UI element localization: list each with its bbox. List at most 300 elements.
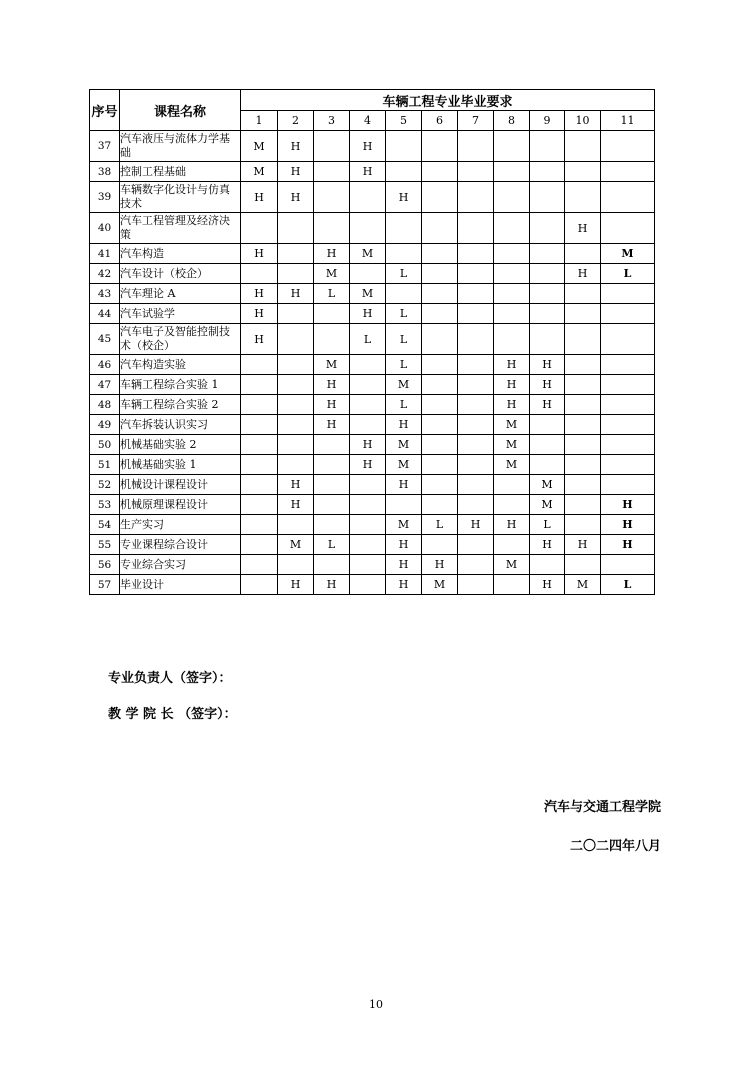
table-row	[90, 575, 655, 595]
requirement-mark-cell	[422, 435, 458, 455]
requirement-mark-cell: H	[386, 475, 422, 495]
requirement-mark-cell	[565, 162, 601, 182]
requirement-mark-cell: L	[314, 284, 350, 304]
requirement-mark-cell: H	[494, 355, 530, 375]
requirement-mark-cell: H	[278, 475, 314, 495]
requirement-mark-cell: H	[601, 535, 655, 555]
requirement-mark-cell	[386, 495, 422, 515]
requirement-mark-cell	[601, 213, 655, 244]
requirement-mark-cell	[422, 182, 458, 213]
requirement-mark-cell	[458, 535, 494, 555]
table-row	[90, 455, 655, 475]
requirement-mark-cell	[494, 304, 530, 324]
requirement-mark-cell: M	[386, 455, 422, 475]
course-name: 汽车液压与流体力学基础	[120, 131, 241, 162]
table-row	[90, 375, 655, 395]
requirement-mark-cell: L	[386, 324, 422, 355]
table-row	[90, 475, 655, 495]
requirement-mark-cell: H	[386, 555, 422, 575]
requirement-mark-cell	[241, 435, 278, 455]
requirement-mark-cell: M	[241, 162, 278, 182]
requirement-mark-cell	[494, 495, 530, 515]
requirement-mark-cell: M	[386, 435, 422, 455]
requirement-mark-cell	[458, 131, 494, 162]
row-index: 42	[90, 264, 120, 284]
requirement-mark-cell	[458, 355, 494, 375]
requirement-number-header: 3	[314, 111, 350, 131]
requirement-mark-cell: H	[386, 182, 422, 213]
requirement-mark-cell	[386, 162, 422, 182]
requirement-mark-cell	[458, 162, 494, 182]
requirement-mark-cell	[601, 304, 655, 324]
requirement-mark-cell: H	[565, 535, 601, 555]
requirement-mark-cell	[314, 162, 350, 182]
requirement-mark-cell: H	[386, 415, 422, 435]
requirement-mark-cell: M	[422, 575, 458, 595]
requirement-mark-cell	[422, 495, 458, 515]
requirement-mark-cell: M	[314, 264, 350, 284]
requirement-mark-cell	[494, 535, 530, 555]
row-index: 38	[90, 162, 120, 182]
course-name: 汽车电子及智能控制技术（校企）	[120, 324, 241, 355]
table-row	[90, 355, 655, 375]
course-name: 汽车理论 A	[120, 284, 241, 304]
requirement-mark-cell: H	[278, 575, 314, 595]
requirement-mark-cell	[241, 455, 278, 475]
requirement-mark-cell	[386, 244, 422, 264]
requirement-mark-cell	[422, 162, 458, 182]
requirement-mark-cell	[278, 395, 314, 415]
table-row	[90, 415, 655, 435]
row-index: 39	[90, 182, 120, 213]
requirement-mark-cell	[278, 455, 314, 475]
requirement-mark-cell	[386, 284, 422, 304]
row-index: 47	[90, 375, 120, 395]
requirement-mark-cell	[565, 395, 601, 415]
requirement-mark-cell	[422, 304, 458, 324]
requirement-mark-cell	[458, 182, 494, 213]
requirement-mark-cell: L	[386, 395, 422, 415]
requirement-mark-cell	[422, 455, 458, 475]
requirement-mark-cell: H	[422, 555, 458, 575]
requirement-mark-cell: H	[241, 182, 278, 213]
requirement-mark-cell	[278, 375, 314, 395]
requirement-mark-cell	[350, 375, 386, 395]
requirement-mark-cell	[386, 213, 422, 244]
requirement-mark-cell: H	[601, 495, 655, 515]
requirement-mark-cell	[278, 355, 314, 375]
requirement-mark-cell: M	[494, 415, 530, 435]
requirement-mark-cell	[350, 264, 386, 284]
requirement-mark-cell: H	[314, 395, 350, 415]
requirement-mark-cell: H	[278, 131, 314, 162]
requirement-mark-cell	[350, 515, 386, 535]
requirement-mark-cell: H	[241, 324, 278, 355]
requirement-mark-cell: L	[386, 355, 422, 375]
requirement-mark-cell	[314, 555, 350, 575]
index-column-header: 序号	[90, 90, 120, 131]
requirement-mark-cell: H	[278, 182, 314, 213]
requirement-number-header: 1	[241, 111, 278, 131]
requirement-mark-cell	[565, 375, 601, 395]
requirement-mark-cell	[601, 131, 655, 162]
requirement-mark-cell	[601, 162, 655, 182]
requirement-mark-cell	[601, 555, 655, 575]
course-name: 车辆工程综合实验 2	[120, 395, 241, 415]
graduation-requirements-table	[89, 89, 655, 595]
requirement-mark-cell: H	[601, 515, 655, 535]
requirement-mark-cell	[422, 284, 458, 304]
requirement-mark-cell: H	[530, 395, 565, 415]
requirement-mark-cell	[241, 555, 278, 575]
course-name: 机械原理课程设计	[120, 495, 241, 515]
requirement-mark-cell	[241, 575, 278, 595]
course-name: 毕业设计	[120, 575, 241, 595]
requirement-mark-cell	[241, 213, 278, 244]
requirement-mark-cell	[458, 495, 494, 515]
requirement-mark-cell: M	[350, 244, 386, 264]
requirement-mark-cell: M	[601, 244, 655, 264]
requirement-mark-cell	[241, 375, 278, 395]
requirement-mark-cell	[601, 375, 655, 395]
requirement-mark-cell: H	[458, 515, 494, 535]
table-row	[90, 284, 655, 304]
requirement-mark-cell	[278, 304, 314, 324]
requirement-mark-cell	[422, 131, 458, 162]
course-name: 专业课程综合设计	[120, 535, 241, 555]
requirement-mark-cell	[278, 244, 314, 264]
row-index: 40	[90, 213, 120, 244]
requirement-mark-cell	[601, 395, 655, 415]
requirement-mark-cell	[350, 495, 386, 515]
table-row	[90, 515, 655, 535]
requirement-number-header: 2	[278, 111, 314, 131]
college-name: 汽车与交通工程学院	[543, 800, 661, 815]
table-row	[90, 182, 655, 213]
course-name: 汽车工程管理及经济决策	[120, 213, 241, 244]
requirement-mark-cell	[494, 575, 530, 595]
requirement-mark-cell	[494, 475, 530, 495]
requirement-mark-cell	[565, 455, 601, 475]
requirement-mark-cell	[458, 455, 494, 475]
requirement-mark-cell	[350, 182, 386, 213]
requirement-mark-cell	[494, 284, 530, 304]
requirement-mark-cell	[350, 213, 386, 244]
requirement-mark-cell	[565, 515, 601, 535]
requirement-mark-cell	[530, 264, 565, 284]
requirement-mark-cell	[565, 324, 601, 355]
table-body	[90, 131, 655, 595]
requirement-mark-cell	[458, 575, 494, 595]
row-index: 57	[90, 575, 120, 595]
requirement-mark-cell	[565, 131, 601, 162]
requirement-mark-cell	[530, 415, 565, 435]
requirement-mark-cell	[241, 535, 278, 555]
table-row	[90, 535, 655, 555]
row-index: 45	[90, 324, 120, 355]
requirement-mark-cell	[530, 213, 565, 244]
requirement-mark-cell	[422, 213, 458, 244]
requirement-mark-cell: H	[241, 284, 278, 304]
requirement-mark-cell	[494, 213, 530, 244]
requirement-mark-cell	[565, 415, 601, 435]
requirement-mark-cell: M	[278, 535, 314, 555]
requirement-mark-cell	[458, 435, 494, 455]
requirement-mark-cell: M	[494, 455, 530, 475]
requirement-mark-cell	[458, 264, 494, 284]
requirement-mark-cell	[422, 355, 458, 375]
requirement-mark-cell: M	[386, 375, 422, 395]
requirement-mark-cell	[565, 435, 601, 455]
row-index: 49	[90, 415, 120, 435]
requirement-number-header: 7	[458, 111, 494, 131]
requirement-mark-cell	[565, 355, 601, 375]
requirement-mark-cell: H	[278, 495, 314, 515]
course-name: 机械基础实验 2	[120, 435, 241, 455]
row-index: 43	[90, 284, 120, 304]
requirement-mark-cell	[601, 415, 655, 435]
requirement-mark-cell	[314, 515, 350, 535]
requirement-mark-cell	[241, 475, 278, 495]
row-index: 56	[90, 555, 120, 575]
requirement-mark-cell	[350, 575, 386, 595]
row-index: 41	[90, 244, 120, 264]
requirement-mark-cell: H	[278, 284, 314, 304]
major-head-signature-label: 专业负责人（签字）：	[108, 671, 232, 686]
requirement-mark-cell	[494, 324, 530, 355]
requirement-mark-cell	[494, 131, 530, 162]
requirement-mark-cell: H	[314, 244, 350, 264]
requirement-mark-cell: H	[314, 575, 350, 595]
requirement-mark-cell: L	[601, 575, 655, 595]
requirement-mark-cell: H	[530, 355, 565, 375]
course-name: 生产实习	[120, 515, 241, 535]
course-name: 控制工程基础	[120, 162, 241, 182]
requirement-number-header: 9	[530, 111, 565, 131]
requirement-mark-cell	[565, 495, 601, 515]
requirement-mark-cell	[422, 324, 458, 355]
requirement-mark-cell	[314, 304, 350, 324]
requirement-mark-cell	[422, 535, 458, 555]
course-name: 汽车拆装认识实习	[120, 415, 241, 435]
table-row	[90, 264, 655, 284]
requirement-mark-cell: M	[530, 495, 565, 515]
requirement-mark-cell: H	[314, 375, 350, 395]
requirement-mark-cell: H	[350, 162, 386, 182]
requirement-mark-cell	[458, 555, 494, 575]
requirement-mark-cell: H	[278, 162, 314, 182]
requirement-mark-cell	[350, 415, 386, 435]
requirement-mark-cell	[278, 324, 314, 355]
requirement-mark-cell: H	[530, 535, 565, 555]
requirement-mark-cell: H	[530, 575, 565, 595]
requirement-mark-cell	[458, 475, 494, 495]
requirement-mark-cell	[241, 515, 278, 535]
row-index: 54	[90, 515, 120, 535]
requirement-mark-cell	[458, 395, 494, 415]
requirement-mark-cell	[530, 304, 565, 324]
requirement-mark-cell: M	[314, 355, 350, 375]
requirement-mark-cell	[241, 395, 278, 415]
requirement-mark-cell	[241, 264, 278, 284]
requirement-mark-cell	[314, 131, 350, 162]
requirement-mark-cell	[565, 284, 601, 304]
requirement-mark-cell	[565, 182, 601, 213]
requirement-mark-cell	[422, 475, 458, 495]
row-index: 48	[90, 395, 120, 415]
table-row	[90, 555, 655, 575]
requirement-mark-cell: H	[350, 455, 386, 475]
requirement-mark-cell	[386, 131, 422, 162]
requirement-mark-cell	[422, 264, 458, 284]
row-index: 53	[90, 495, 120, 515]
requirement-mark-cell	[601, 455, 655, 475]
course-name: 机械设计课程设计	[120, 475, 241, 495]
requirement-mark-cell	[314, 435, 350, 455]
requirement-mark-cell: H	[494, 515, 530, 535]
requirement-mark-cell	[565, 304, 601, 324]
requirement-mark-cell: M	[241, 131, 278, 162]
requirement-mark-cell: L	[530, 515, 565, 535]
requirement-mark-cell	[350, 395, 386, 415]
row-index: 46	[90, 355, 120, 375]
requirement-mark-cell	[350, 535, 386, 555]
requirement-mark-cell: H	[565, 264, 601, 284]
course-name: 汽车设计（校企）	[120, 264, 241, 284]
requirement-mark-cell	[422, 375, 458, 395]
table-row	[90, 162, 655, 182]
course-name: 车辆工程综合实验 1	[120, 375, 241, 395]
requirement-mark-cell: H	[241, 304, 278, 324]
requirement-mark-cell	[565, 555, 601, 575]
requirement-mark-cell	[278, 264, 314, 284]
page-number: 10	[369, 998, 383, 1011]
requirement-mark-cell	[530, 182, 565, 213]
requirement-number-header: 10	[565, 111, 601, 131]
row-index: 52	[90, 475, 120, 495]
course-name: 专业综合实习	[120, 555, 241, 575]
requirement-mark-cell: M	[565, 575, 601, 595]
requirement-mark-cell	[278, 213, 314, 244]
requirement-mark-cell	[565, 475, 601, 495]
requirement-mark-cell	[314, 324, 350, 355]
requirement-mark-cell	[241, 495, 278, 515]
requirement-mark-cell: M	[386, 515, 422, 535]
row-index: 55	[90, 535, 120, 555]
requirement-mark-cell	[422, 395, 458, 415]
course-name: 车辆数字化设计与仿真技术	[120, 182, 241, 213]
requirement-mark-cell	[314, 495, 350, 515]
requirement-mark-cell: M	[494, 435, 530, 455]
requirement-mark-cell	[530, 244, 565, 264]
requirement-mark-cell	[494, 244, 530, 264]
requirement-mark-cell	[530, 324, 565, 355]
requirement-mark-cell	[314, 182, 350, 213]
requirement-mark-cell: L	[350, 324, 386, 355]
requirement-mark-cell: L	[314, 535, 350, 555]
table-row	[90, 244, 655, 264]
requirement-mark-cell: H	[386, 535, 422, 555]
requirement-mark-cell	[278, 415, 314, 435]
requirement-mark-cell	[314, 213, 350, 244]
requirement-number-header: 6	[422, 111, 458, 131]
row-index: 37	[90, 131, 120, 162]
requirement-mark-cell: L	[422, 515, 458, 535]
requirement-number-header: 4	[350, 111, 386, 131]
requirement-mark-cell	[530, 455, 565, 475]
requirement-mark-cell	[278, 555, 314, 575]
requirement-mark-cell	[601, 182, 655, 213]
requirement-mark-cell	[494, 182, 530, 213]
requirement-mark-cell	[530, 162, 565, 182]
requirement-mark-cell	[565, 244, 601, 264]
row-index: 44	[90, 304, 120, 324]
requirement-mark-cell	[458, 213, 494, 244]
course-column-header: 课程名称	[120, 90, 241, 131]
requirement-mark-cell: L	[386, 264, 422, 284]
requirement-mark-cell: M	[530, 475, 565, 495]
requirement-number-header: 5	[386, 111, 422, 131]
requirement-mark-cell: M	[494, 555, 530, 575]
requirement-mark-cell	[458, 375, 494, 395]
requirement-mark-cell	[458, 284, 494, 304]
document-date: 二〇二四年八月	[569, 839, 661, 854]
table-row	[90, 495, 655, 515]
requirement-mark-cell: H	[386, 575, 422, 595]
requirement-mark-cell: H	[350, 131, 386, 162]
requirement-mark-cell	[350, 355, 386, 375]
table-row	[90, 324, 655, 355]
table-row	[90, 131, 655, 162]
requirement-mark-cell: H	[494, 375, 530, 395]
requirement-mark-cell	[494, 264, 530, 284]
requirement-mark-cell	[601, 324, 655, 355]
requirement-mark-cell	[601, 475, 655, 495]
table-row	[90, 435, 655, 455]
requirement-mark-cell	[458, 415, 494, 435]
course-name: 汽车试验学	[120, 304, 241, 324]
requirement-mark-cell	[601, 435, 655, 455]
requirement-mark-cell	[314, 475, 350, 495]
requirement-mark-cell	[458, 244, 494, 264]
course-name: 机械基础实验 1	[120, 455, 241, 475]
course-name: 汽车构造实验	[120, 355, 241, 375]
table-row	[90, 395, 655, 415]
requirement-mark-cell: H	[350, 304, 386, 324]
requirement-mark-cell	[422, 244, 458, 264]
row-index: 51	[90, 455, 120, 475]
requirement-mark-cell	[314, 455, 350, 475]
requirement-mark-cell	[458, 304, 494, 324]
requirement-mark-cell	[530, 555, 565, 575]
requirement-mark-cell	[530, 284, 565, 304]
table-row	[90, 304, 655, 324]
requirement-mark-cell: L	[601, 264, 655, 284]
requirement-number-header: 8	[494, 111, 530, 131]
course-name: 汽车构造	[120, 244, 241, 264]
requirement-mark-cell	[241, 355, 278, 375]
requirement-mark-cell: H	[494, 395, 530, 415]
requirement-mark-cell: L	[386, 304, 422, 324]
requirement-number-header: 11	[601, 111, 655, 131]
requirement-mark-cell: H	[350, 435, 386, 455]
requirements-group-header: 车辆工程专业毕业要求	[241, 90, 655, 111]
table-row	[90, 213, 655, 244]
requirement-mark-cell	[530, 435, 565, 455]
requirement-mark-cell	[601, 355, 655, 375]
requirement-mark-cell	[494, 162, 530, 182]
requirement-mark-cell	[278, 515, 314, 535]
